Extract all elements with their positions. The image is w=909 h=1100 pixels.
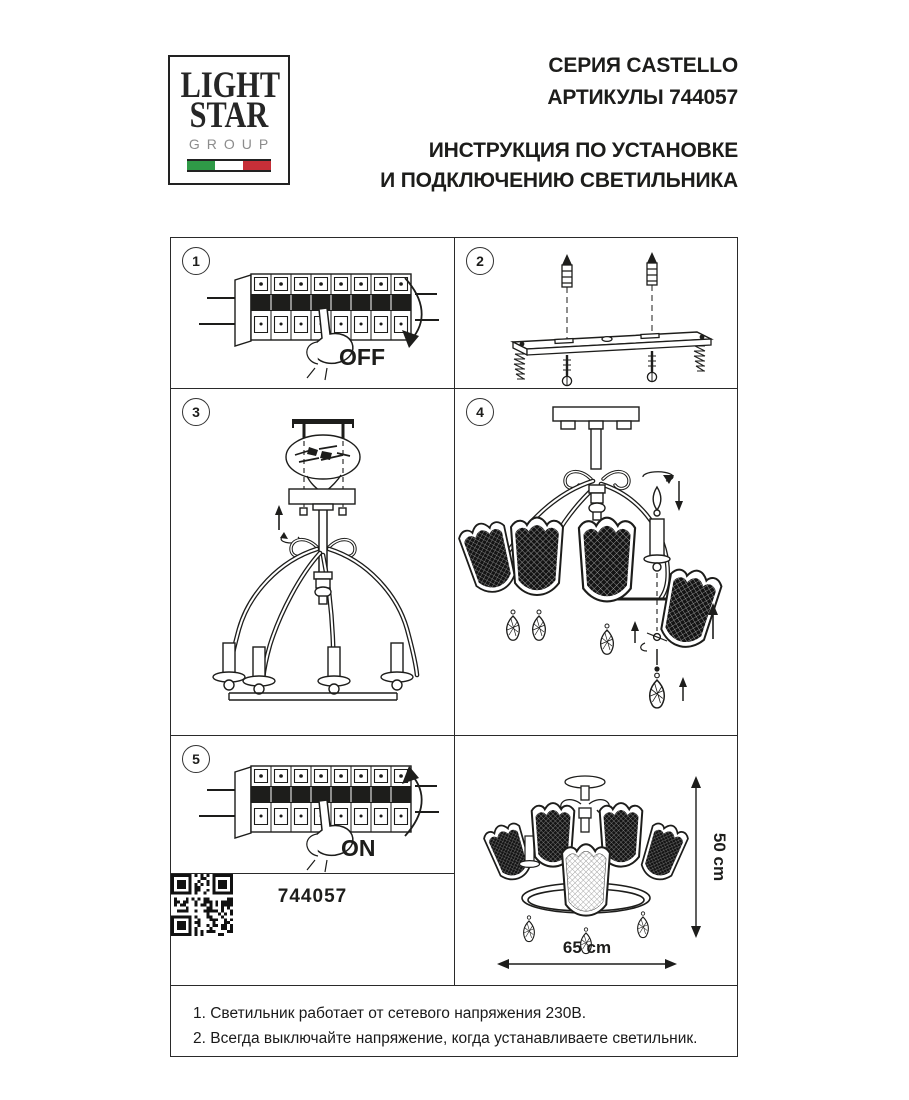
italian-flag-bar <box>187 159 271 172</box>
step3-frame-illustration <box>171 389 456 737</box>
lightstar-logo <box>168 55 290 185</box>
instruction-title-line2: И ПОДКЛЮЧЕНИЮ СВЕТИЛЬНИКА <box>380 169 738 192</box>
step1-panel <box>170 237 455 389</box>
step-number-badge: 5 <box>182 745 210 773</box>
step3-panel <box>170 388 455 736</box>
qr-code <box>171 874 233 936</box>
logo-word-light: LIGHT <box>180 65 281 106</box>
step4-shades-illustration <box>455 389 739 737</box>
chandelier-dimensions-illustration <box>455 736 739 987</box>
step4-panel <box>454 388 738 736</box>
width-dimension-label: 65 cm <box>562 938 612 957</box>
step-number-badge: 2 <box>466 247 494 275</box>
article-number: 744057 <box>277 886 348 907</box>
step-number-badge: 1 <box>182 247 210 275</box>
instruction-title-line1: ИНСТРУКЦИЯ ПО УСТАНОВКЕ <box>428 139 738 162</box>
article-panel <box>170 873 455 986</box>
notes-panel <box>170 985 738 1057</box>
step1-breaker-off-illustration <box>171 238 456 390</box>
note-line-2: 2. Всегда выключайте напряжение, когда устанавливаете светильник. <box>193 1030 698 1047</box>
logo-word-star: STAR <box>189 95 269 137</box>
step5-breaker-on-illustration <box>171 736 456 875</box>
note-line-1: 1. Светильник работает от сетевого напряжения 230В. <box>193 1005 587 1022</box>
series-title: СЕРИЯ CASTELLO <box>548 54 738 77</box>
height-dimension-label: 50 cm <box>710 832 729 882</box>
off-label: OFF <box>339 344 385 370</box>
logo-word-group: GROUP <box>188 135 276 152</box>
step2-bracket-illustration <box>455 238 739 390</box>
step-number-badge: 4 <box>466 398 494 426</box>
step-number-badge: 3 <box>182 398 210 426</box>
step2-panel <box>454 237 738 389</box>
dimensions-panel <box>454 735 738 986</box>
article-title: АРТИКУЛЫ 744057 <box>547 86 738 109</box>
document-header <box>380 50 738 196</box>
instruction-grid <box>170 237 738 1057</box>
step5-panel <box>170 735 455 874</box>
on-label: ON <box>341 835 376 861</box>
